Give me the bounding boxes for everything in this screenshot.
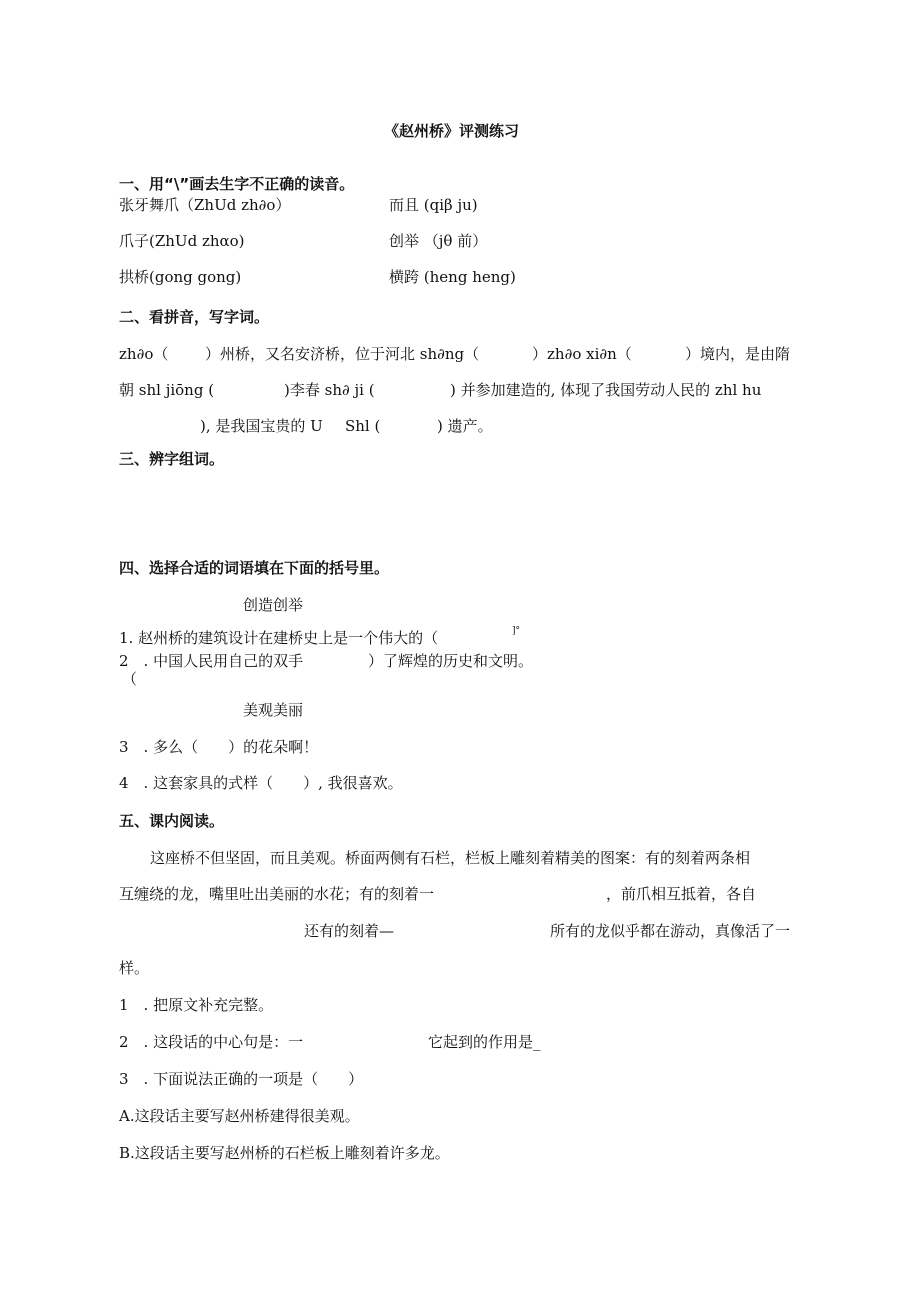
s2-line2-c: ) 并参加建造的, 体现了我国劳动人民的 zhl hu: [450, 381, 762, 399]
s4-question-1-end: ]°: [512, 626, 521, 636]
s5-question-3: 3 . 下面说法正确的一项是（ ）: [119, 1070, 364, 1088]
s2-line1-d: ）境内，是由隋: [685, 345, 791, 363]
s2-line2-b: )李春 sh∂ ji (: [284, 381, 375, 399]
word-group-1: 创造创举: [243, 596, 304, 614]
s1-item-5: 拱桥(gong gong): [119, 268, 242, 286]
s1-item-1: 张牙舞爪（ZhUd zh∂o）: [119, 196, 291, 214]
s4-question-4: 4 . 这套家具的式样（ ）, 我很喜欢。: [119, 774, 403, 792]
reading-line-1: 这座桥不但坚固，而且美观。桥面两侧有石栏，栏板上雕刻着精美的图案：有的刻着两条相: [150, 849, 751, 867]
reading-line-4: 样。: [119, 959, 150, 977]
s5-question-2a: 2 . 这段话的中心句是：一: [119, 1033, 304, 1051]
s1-item-3: 爪子(ZhUd zhαo): [119, 232, 245, 250]
reading-line-3a: 还有的刻着—: [304, 922, 395, 940]
reading-line-2b: ，前爪相互抵着，各自: [606, 885, 757, 903]
word-group-2: 美观美丽: [243, 701, 304, 719]
s1-item-2: 而且 (qiβ ju): [389, 196, 478, 214]
option-a: A.这段话主要写赵州桥建得很美观。: [119, 1107, 360, 1125]
s5-question-2b: 它起到的作用是_: [428, 1033, 541, 1051]
page-title: 《赵州桥》评测练习: [384, 122, 520, 140]
section-3-heading: 三、辨字组词。: [119, 450, 225, 468]
s5-question-1: 1 . 把原文补充完整。: [119, 996, 274, 1014]
section-4-heading: 四、选择合适的词语填在下面的括号里。: [119, 559, 390, 577]
s1-item-4: 创举 （jθ 前）: [389, 232, 488, 250]
s2-line1-b: ）州桥，又名安济桥，位于河北 sh∂ng（: [205, 345, 480, 363]
section-5-heading: 五、课内阅读。: [119, 812, 225, 830]
reading-line-3b: 所有的龙似乎都在游动，真像活了一: [550, 922, 791, 940]
s2-line3-c: ) 遗产。: [437, 417, 493, 435]
s4-question-1: 1. 赵州桥的建筑设计在建桥史上是一个伟大的（: [119, 629, 439, 647]
s4-question-2-end: ）了辉煌的历史和文明。: [368, 652, 534, 670]
s4-question-2: 2 . 中国人民用自己的双手: [119, 652, 304, 670]
s2-line1-c: ）zh∂o xi∂n（: [532, 345, 632, 363]
s1-item-6: 横跨 (heng heng): [389, 268, 516, 286]
s2-line1-a: zh∂o（: [119, 345, 169, 363]
s2-line2-a: 朝 shl jiōng (: [119, 381, 215, 399]
option-b: B.这段话主要写赵州桥的石栏板上雕刻着许多龙。: [119, 1144, 450, 1162]
s2-line3-a: ), 是我国宝贵的 U: [200, 417, 323, 435]
reading-line-2a: 互缠绕的龙，嘴里吐出美丽的水花；有的刻着一: [119, 885, 435, 903]
s4-question-2-paren: （: [122, 670, 138, 688]
section-1-heading: 一、用“\”画去生字不正确的读音。: [119, 175, 355, 193]
s4-question-3: 3 . 多么（ ）的花朵啊！: [119, 738, 319, 756]
section-2-heading: 二、看拼音，写字词。: [119, 308, 270, 326]
s2-line3-b: Shl (: [345, 417, 381, 435]
